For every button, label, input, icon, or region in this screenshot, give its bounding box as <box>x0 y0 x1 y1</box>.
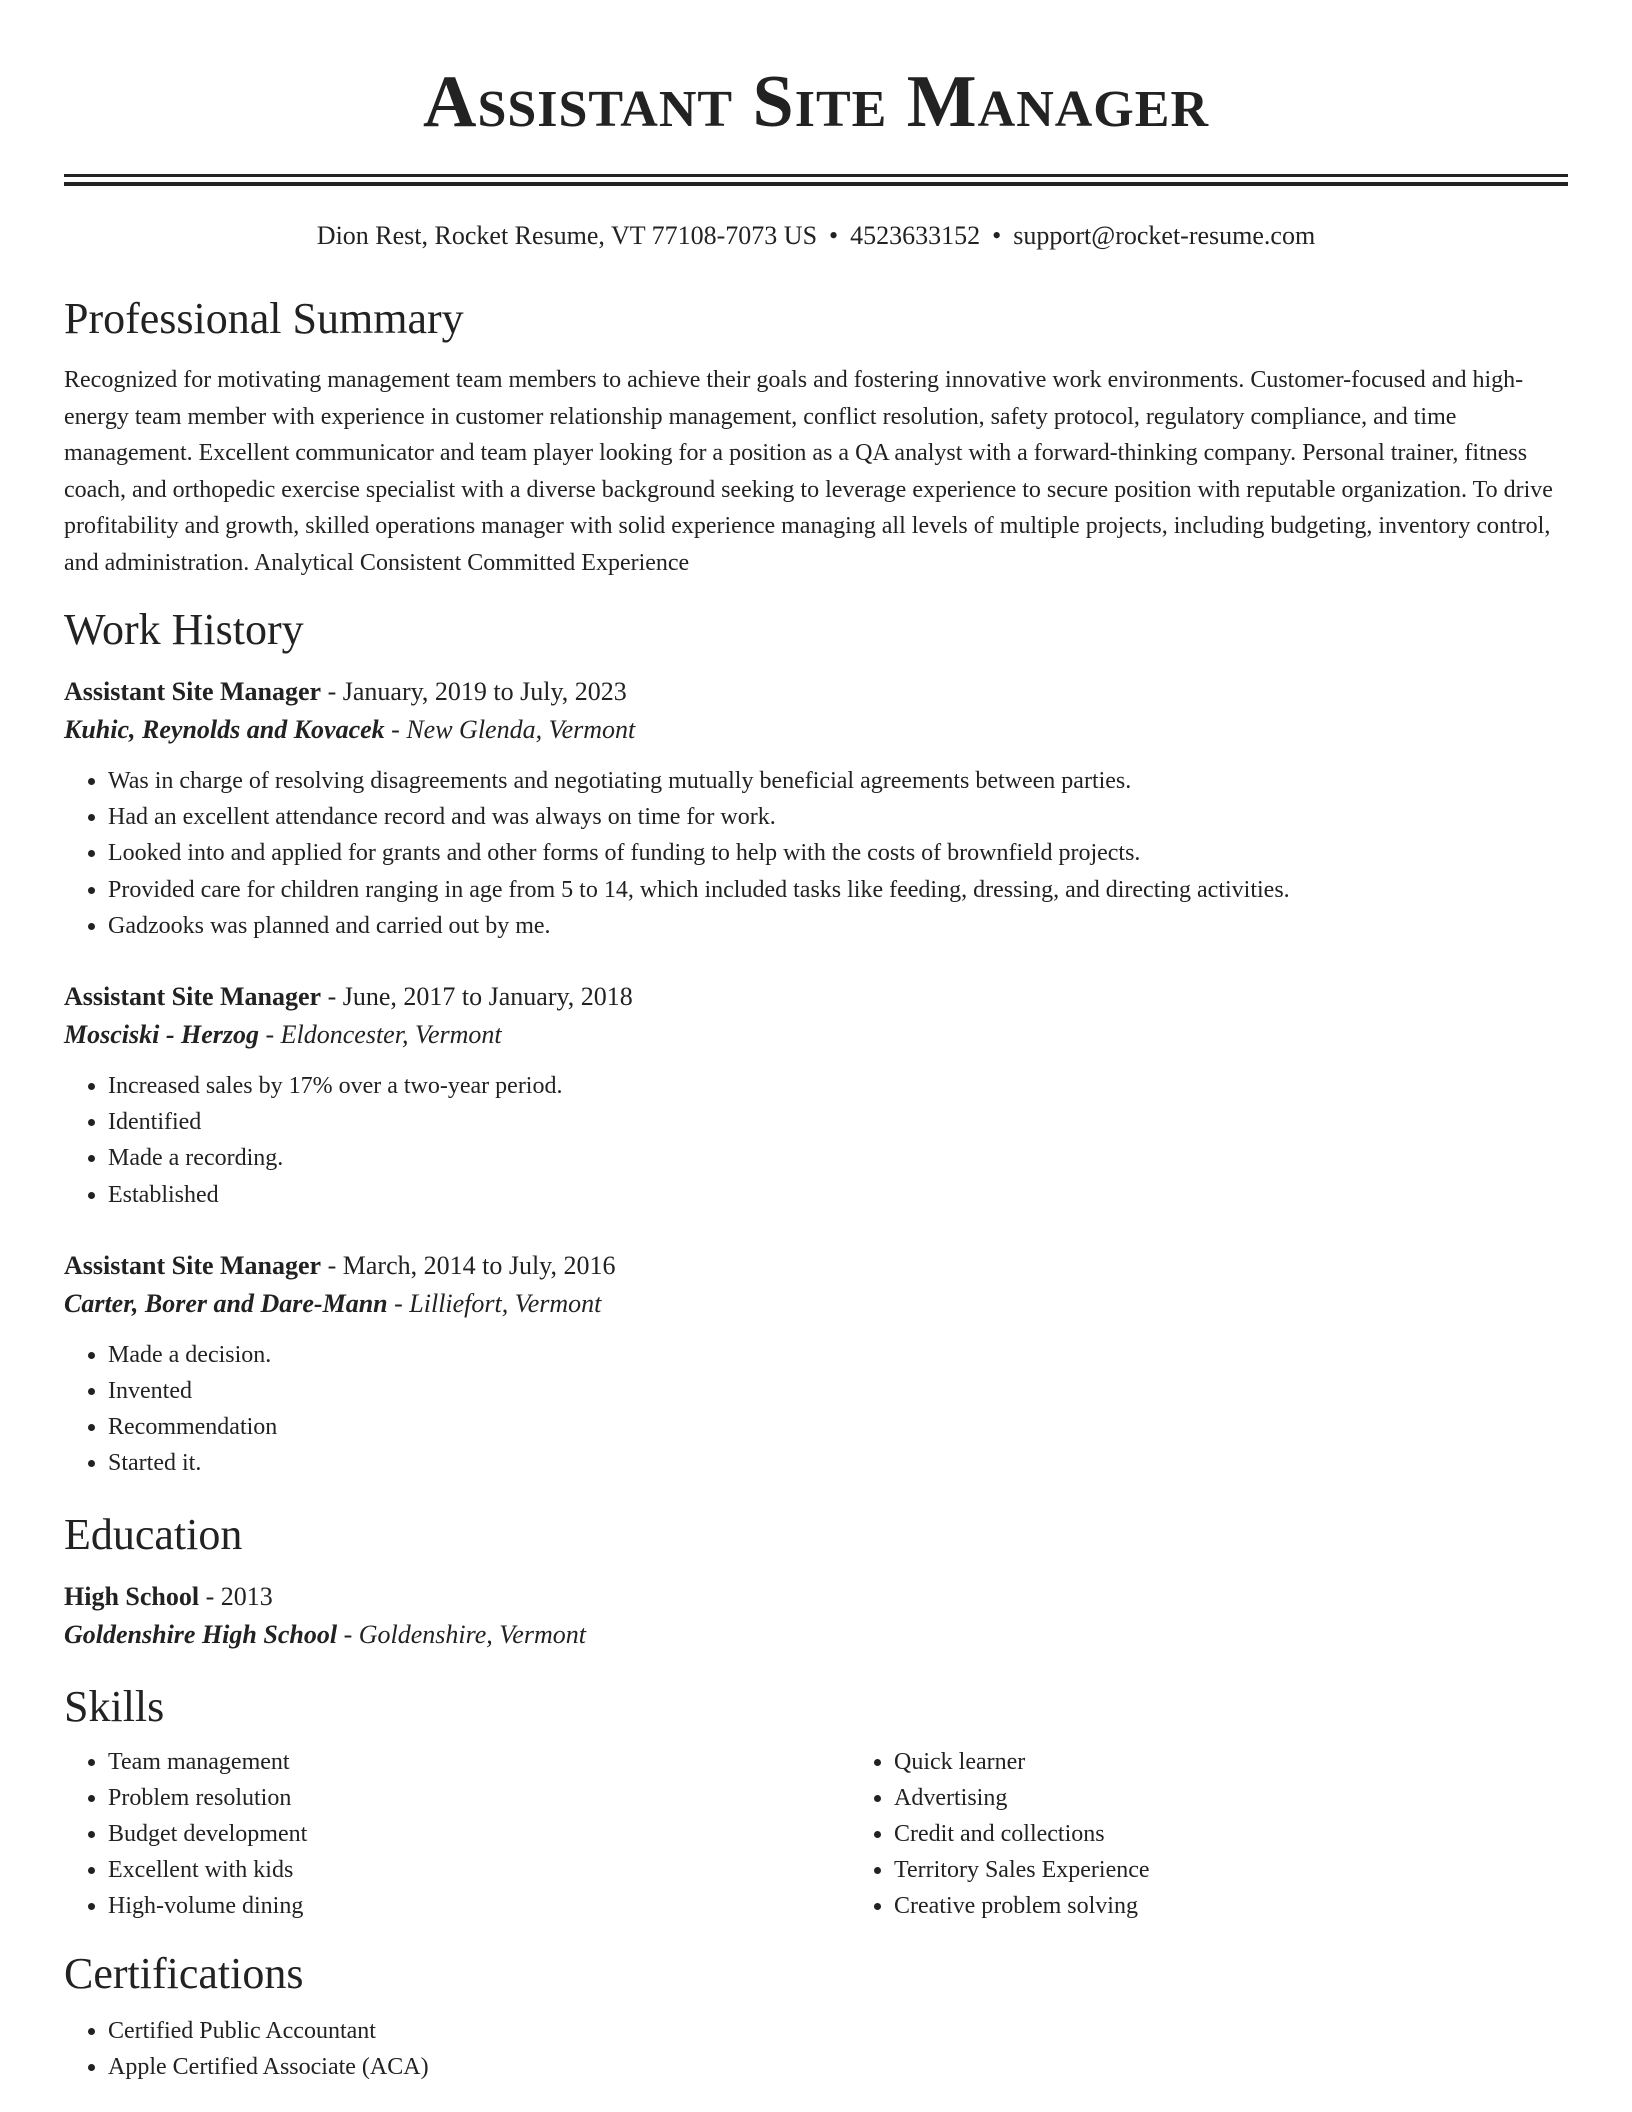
contact-separator: • <box>992 221 1002 250</box>
list-item: • Budget development <box>108 1816 850 1852</box>
list-item: • Looked into and applied for grants and other forms of funding to help with the costs of brownfield projects. <box>108 835 1568 871</box>
education-entry <box>64 1578 1568 1654</box>
list-item: • Team management <box>108 1744 850 1780</box>
certifications-heading: Certifications <box>64 1948 304 1998</box>
contact-email: support@rocket-resume.com <box>1013 221 1316 250</box>
list-item: • Invented <box>108 1373 1568 1409</box>
list-item: • Certified Public Accountant <box>108 2013 1568 2049</box>
list-item: • Recommendation <box>108 1409 1568 1445</box>
company-line <box>64 1016 1568 1054</box>
job-duties-list <box>64 1068 1568 1213</box>
page-title: Assistant Site Manager <box>423 61 1209 143</box>
company-name: Carter, Borer and Dare-Mann <box>64 1288 388 1318</box>
job-entry <box>64 673 1568 944</box>
list-item: • Provided care for children ranging in age from 5 to 14, which included tasks like feeding, dressing, and directing activities. <box>108 872 1568 908</box>
job-title-line <box>64 1247 1568 1285</box>
list-item: • Was in charge of resolving disagreements and negotiating mutually beneficial agreements between parties. <box>108 763 1568 799</box>
title-divider <box>64 174 1568 186</box>
degree: High School <box>64 1581 200 1611</box>
list-item: • High-volume dining <box>108 1888 850 1924</box>
job-duties-list <box>64 763 1568 944</box>
list-item: • Established <box>108 1177 1568 1213</box>
job-title-line <box>64 673 1568 711</box>
school-name: Goldenshire High School <box>64 1619 338 1649</box>
list-item: • Territory Sales Experience <box>894 1852 1568 1888</box>
certifications-list <box>64 2013 1568 2085</box>
degree-line <box>64 1578 1568 1616</box>
contact-line <box>64 220 1568 252</box>
list-item: • Had an excellent attendance record and was always on time for work. <box>108 799 1568 835</box>
list-item: • Creative problem solving <box>894 1888 1568 1924</box>
summary-text: Recognized for motivating management team members to achieve their goals and fostering innovative work environments. Customer-focused and high-energy team member with experience in customer relationship management, conflict resolution, safety protocol, regulatory compliance, and time management. Excellent communicator and team player looking for a position as a QA analyst with a forward-thinking company. Personal trainer, fitness coach, and orthopedic exercise specialist with a diverse background seeking to leverage experience to secure position with reputable organization. To drive profitability and growth, skilled operations manager with solid experience managing all levels of multiple projects, including budgeting, inventory control, and administration. Analytical Consistent Committed Experience <box>64 367 1553 576</box>
list-item: • Gadzooks was planned and carried out by me. <box>108 908 1568 944</box>
education-heading: Education <box>64 1509 243 1559</box>
list-item: • Made a recording. <box>108 1140 1568 1176</box>
job-entry <box>64 1247 1568 1482</box>
job-dates: - January, 2019 to July, 2023 <box>321 677 627 706</box>
skills-heading: Skills <box>64 1681 165 1731</box>
company-name: Mosciski - Herzog <box>64 1020 259 1050</box>
company-location: - Eldoncester, Vermont <box>259 1020 502 1050</box>
list-item: • Started it. <box>108 1445 1568 1481</box>
list-item: • Increased sales by 17% over a two-year period. <box>108 1068 1568 1104</box>
skills-columns <box>64 1744 1568 1925</box>
school-location: - Goldenshire, Vermont <box>337 1619 586 1649</box>
company-location: - New Glenda, Vermont <box>384 715 636 744</box>
job-dates: - June, 2017 to January, 2018 <box>321 982 633 1012</box>
school-line <box>64 1616 1568 1654</box>
job-title: Assistant Site Manager <box>64 677 322 706</box>
work-history-heading: Work History <box>64 605 304 654</box>
skills-list-right <box>850 1744 1568 1925</box>
job-entry <box>64 978 1568 1213</box>
graduation-year: - 2013 <box>199 1581 273 1611</box>
job-duties-list <box>64 1337 1568 1482</box>
list-item: • Excellent with kids <box>108 1852 850 1888</box>
summary-heading: Professional Summary <box>64 294 464 343</box>
skills-list-left <box>64 1744 850 1925</box>
company-location: - Lilliefort, Vermont <box>387 1288 602 1318</box>
list-item: • Made a decision. <box>108 1337 1568 1373</box>
job-title-line <box>64 978 1568 1016</box>
list-item: • Credit and collections <box>894 1816 1568 1852</box>
contact-separator: • <box>829 221 839 250</box>
list-item: • Identified <box>108 1104 1568 1140</box>
list-item: • Advertising <box>894 1780 1568 1816</box>
list-item: • Apple Certified Associate (ACA) <box>108 2049 1568 2085</box>
job-title: Assistant Site Manager <box>64 1250 322 1280</box>
company-line <box>64 711 1568 749</box>
company-line <box>64 1285 1568 1323</box>
contact-address: Dion Rest, Rocket Resume, VT 77108-7073 US <box>316 221 818 250</box>
job-title: Assistant Site Manager <box>64 982 322 1012</box>
contact-phone: 4523633152 <box>850 221 981 250</box>
list-item: • Quick learner <box>894 1744 1568 1780</box>
job-dates: - March, 2014 to July, 2016 <box>321 1250 616 1280</box>
company-name: Kuhic, Reynolds and Kovacek <box>64 715 385 744</box>
list-item: • Problem resolution <box>108 1780 850 1816</box>
